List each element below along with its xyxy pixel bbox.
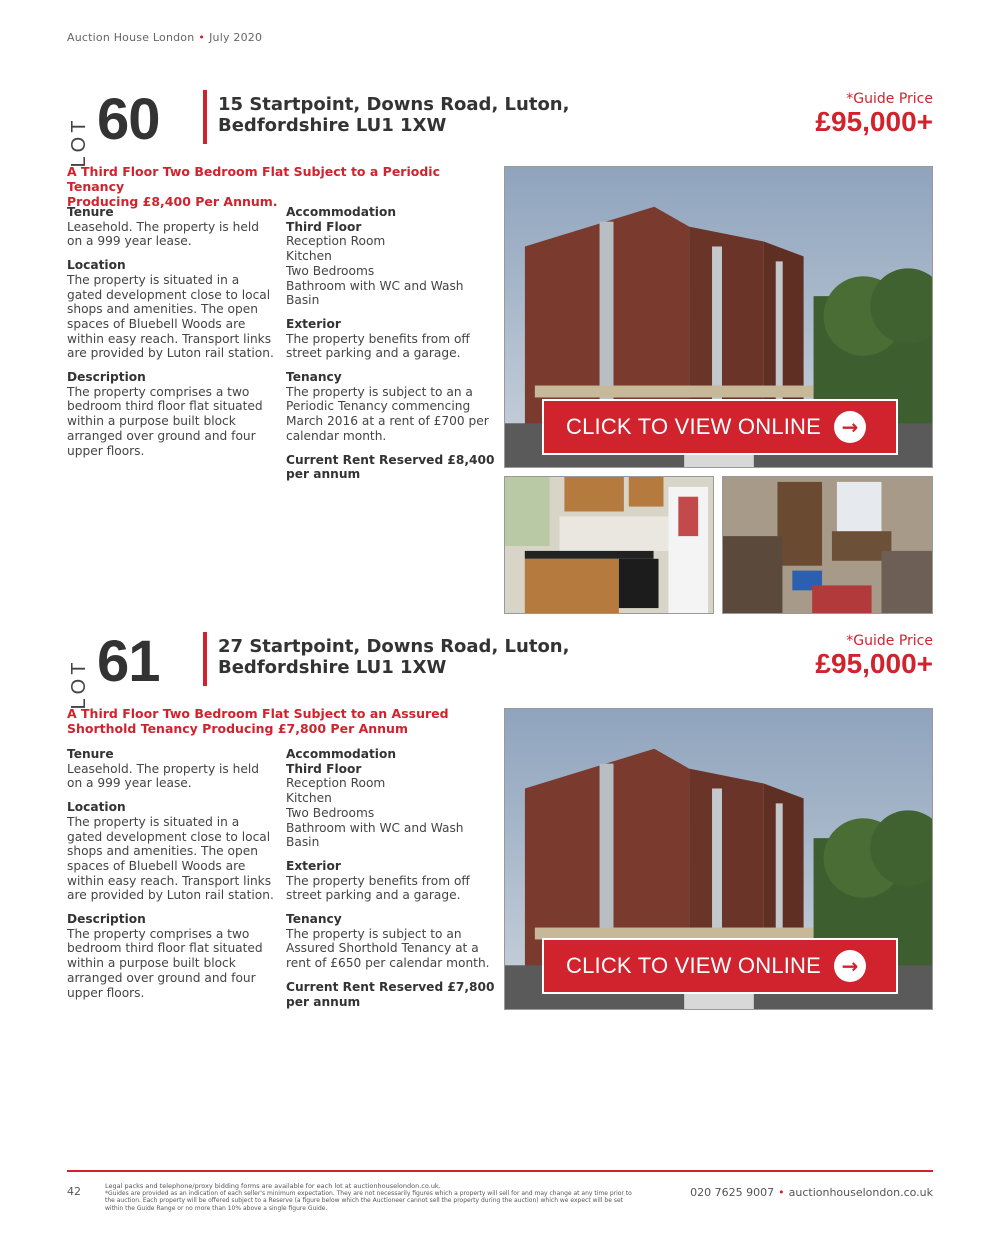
address-line-2: Bedfordshire LU1 1XW: [218, 657, 447, 678]
guide-price-label: *Guide Price: [846, 633, 933, 649]
tenure-text: Leasehold. The property is held on a 999 year lease.: [67, 761, 259, 791]
view-online-button[interactable]: [542, 399, 898, 455]
publisher-name: Auction House London: [67, 31, 195, 44]
address-line-1: 15 Startpoint, Downs Road, Luton,: [218, 94, 570, 115]
exterior-text: The property benefits from off street parking and a garage.: [286, 331, 470, 361]
lot-60: [67, 87, 933, 638]
exterior-text: The property benefits from off street parking and a garage.: [286, 873, 470, 903]
tenancy-text: The property is subject to an Assured Shorthold Tenancy at a rent of £650 per calendar month.: [286, 926, 490, 971]
description-heading: Description: [67, 370, 146, 385]
page-number: 42: [67, 1185, 81, 1198]
headline-line-1: A Third Floor Two Bedroom Flat Subject to a Periodic Tenancy: [67, 164, 440, 194]
lot-headline: [67, 164, 497, 209]
accommodation-heading: Accommodation: [286, 747, 397, 761]
rent-reserved: Current Rent Reserved £8,400 per annum: [286, 452, 495, 482]
accommodation-room: Bathroom with WC and Wash Basin: [286, 820, 464, 850]
lot-headline: [67, 706, 497, 736]
guide-price-block: [815, 91, 933, 137]
accommodation-heading: Accommodation: [286, 205, 397, 219]
accommodation-floor: Third Floor: [286, 219, 362, 234]
website-link[interactable]: auctionhouselondon.co.uk: [788, 1186, 933, 1199]
location-heading: Location: [67, 258, 126, 273]
arrow-right-icon: →: [834, 411, 866, 443]
living-room-photo[interactable]: [722, 476, 933, 614]
lot-address: [218, 94, 569, 136]
address-line-1: 27 Startpoint, Downs Road, Luton,: [218, 636, 570, 657]
address-line-2: Bedfordshire LU1 1XW: [218, 115, 447, 136]
accommodation-room: Two Bedrooms: [286, 805, 375, 820]
guide-price-value: £95,000+: [815, 648, 933, 679]
guide-price-label: *Guide Price: [846, 91, 933, 107]
lot-address: [218, 636, 569, 678]
kitchen-image: [505, 477, 713, 613]
lot-word-text: LOT: [68, 658, 90, 710]
accommodation-room: Reception Room: [286, 234, 386, 249]
lot-number: 60: [97, 87, 160, 152]
lot-number: 61: [97, 629, 160, 694]
phone-number[interactable]: 020 7625 9007: [690, 1186, 775, 1199]
footer-contact: [690, 1186, 933, 1199]
details-right-column: [286, 747, 498, 1018]
tenancy-text: The property is subject to an a Periodic Tenancy commencing March 2016 at a rent of £700 per calendar month.: [286, 384, 489, 443]
tenure-heading: Tenure: [67, 747, 114, 761]
lot-61: [67, 629, 933, 1180]
footer-notes: [105, 1183, 635, 1212]
rent-reserved: Current Rent Reserved £7,800 per annum: [286, 979, 495, 1009]
view-online-label: CLICK TO VIEW ONLINE: [566, 414, 822, 439]
description-text: The property comprises a two bedroom third floor flat situated within a purpose built block arranged over ground and four upper floors.: [67, 926, 263, 1000]
headline-line-2: Producing £8,400 Per Annum.: [67, 194, 278, 209]
view-online-button[interactable]: [542, 938, 898, 994]
accommodation-room: Kitchen: [286, 249, 332, 264]
accommodation-room: Two Bedrooms: [286, 263, 375, 278]
bullet-separator: •: [198, 31, 206, 44]
location-text: The property is situated in a gated development close to local shops and amenities. The open spaces of Bluebell Woods are within easy reach. Transport links are provided by Luton rail station.: [67, 814, 274, 903]
issue-date: July 2020: [209, 31, 263, 44]
location-text: The property is situated in a gated development close to local shops and amenities. The open spaces of Bluebell Woods are within easy reach. Transport links are provided by Luton rail station.: [67, 272, 274, 361]
lot-word-text: LOT: [68, 116, 90, 168]
footer-rule: [67, 1170, 933, 1172]
tenancy-heading: Tenancy: [286, 370, 342, 385]
tenancy-heading: Tenancy: [286, 912, 342, 927]
view-online-label: CLICK TO VIEW ONLINE: [566, 953, 822, 978]
headline-line-1: A Third Floor Two Bedroom Flat Subject to an Assured: [67, 706, 449, 721]
lot-divider: [203, 632, 207, 686]
exterior-heading: Exterior: [286, 858, 341, 873]
kitchen-photo[interactable]: [504, 476, 714, 614]
living-room-image: [723, 477, 932, 613]
exterior-heading: Exterior: [286, 316, 341, 331]
location-heading: Location: [67, 800, 126, 815]
lot-word: [67, 640, 91, 710]
accommodation-room: Bathroom with WC and Wash Basin: [286, 278, 464, 308]
tenure-text: Leasehold. The property is held on a 999 year lease.: [67, 219, 259, 249]
running-head: [67, 31, 262, 44]
guide-price-disclaimer: *Guides are provided as an indication of each seller's minimum expectation. They are not necessarily figures which a property will sell for and may change at any time prior to the auction. Each property will be offered subject to a Reserve (a figure below which the Auctioneer cannot sell the property during the auction) which we expect will be set within the Guide Range or no more than 10% above a single figure Guide.: [105, 1190, 632, 1212]
guide-price-block: [815, 633, 933, 679]
bullet-separator: •: [778, 1186, 785, 1199]
description-heading: Description: [67, 912, 146, 927]
details-left-column: [67, 205, 277, 467]
details-left-column: [67, 747, 277, 1009]
accommodation-floor: Third Floor: [286, 761, 362, 776]
accommodation-room: Kitchen: [286, 791, 332, 806]
details-right-column: [286, 205, 498, 491]
legal-packs-note: Legal packs and telephone/proxy bidding forms are available for each lot at auctionhouselondon.co.uk.: [105, 1182, 441, 1190]
accommodation-room: Reception Room: [286, 776, 386, 791]
description-text: The property comprises a two bedroom third floor flat situated within a purpose built block arranged over ground and four upper floors.: [67, 384, 263, 458]
headline-line-2: Shorthold Tenancy Producing £7,800 Per Annum: [67, 721, 408, 736]
tenure-heading: Tenure: [67, 205, 114, 219]
arrow-right-icon: →: [834, 950, 866, 982]
lot-word: [67, 98, 91, 168]
lot-divider: [203, 90, 207, 144]
guide-price-value: £95,000+: [815, 106, 933, 137]
